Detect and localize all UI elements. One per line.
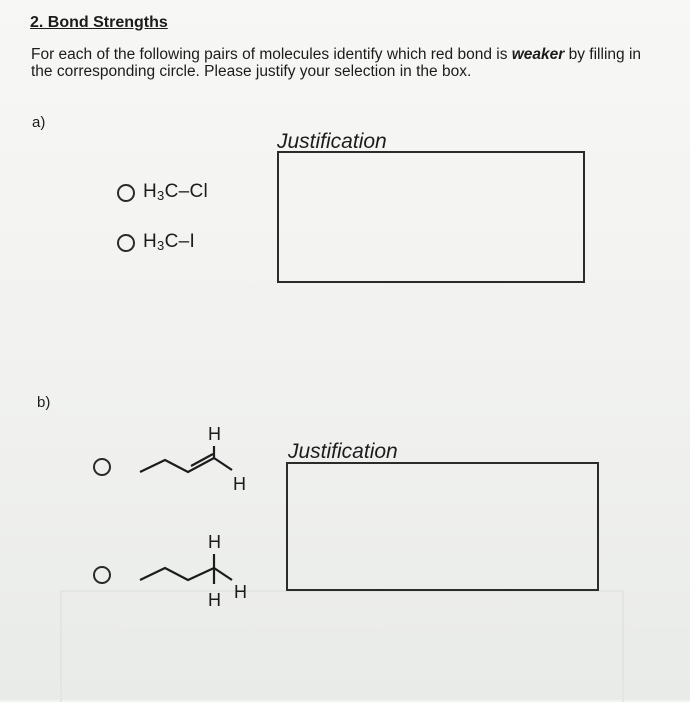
- formula-rest: C–I: [164, 231, 196, 252]
- instructions-part-2: by filling in the corresponding circle. Please justify your selection in the box.: [31, 46, 642, 80]
- hydrogen-top: H: [208, 532, 221, 552]
- instructions-text: [31, 46, 661, 80]
- part-b-label: b): [37, 394, 51, 411]
- ch-bond-diagonal: [214, 458, 232, 470]
- part-b-justification-box[interactable]: [286, 462, 599, 591]
- part-a-option1-radio[interactable]: [117, 184, 135, 202]
- part-b-option2-structure: [130, 526, 270, 626]
- part-a-justification-box[interactable]: [277, 151, 585, 283]
- formula-h: H: [143, 231, 158, 252]
- formula-subscript: 3: [157, 188, 165, 203]
- carbon-chain: [140, 568, 214, 580]
- formula-rest: C–Cl: [164, 181, 208, 202]
- formula-subscript: 3: [157, 238, 165, 253]
- part-b-option2-radio[interactable]: [93, 566, 111, 584]
- part-a-option1-formula: [143, 181, 208, 203]
- formula-h: H: [143, 181, 158, 202]
- part-b-justification-label: Justification: [288, 440, 398, 463]
- part-a-option2-radio[interactable]: [117, 234, 135, 252]
- hydrogen-right: H: [234, 582, 247, 602]
- instructions-part-1: For each of the following pairs of molecules identify which red bond is: [31, 46, 512, 63]
- hydrogen-right: H: [233, 474, 246, 494]
- ch-bond-diagonal: [214, 568, 232, 580]
- hydrogen-bottom: H: [208, 590, 221, 610]
- instructions-emphasis: weaker: [511, 46, 565, 63]
- part-b-option1-radio[interactable]: [93, 458, 111, 476]
- section-title: 2. Bond Strengths: [30, 14, 168, 31]
- part-a-option2-formula: [143, 231, 195, 253]
- part-a-label: a): [32, 114, 46, 131]
- part-b-option1-structure: [130, 420, 270, 500]
- hydrogen-top: H: [208, 424, 221, 444]
- part-a-justification-label: Justification: [277, 130, 387, 153]
